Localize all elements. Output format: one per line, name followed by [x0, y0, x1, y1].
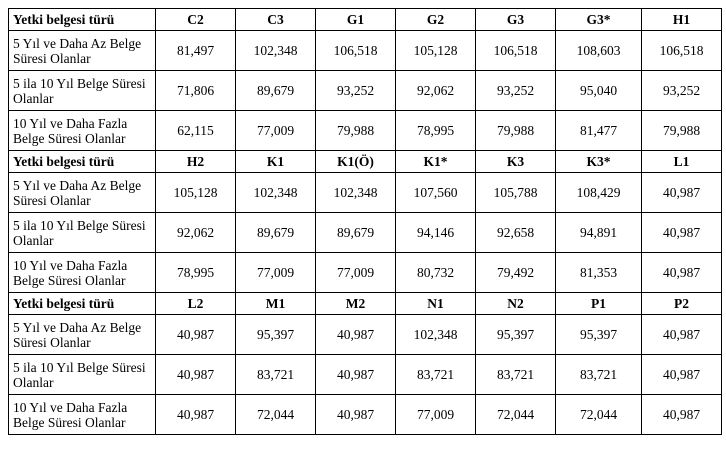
- fee-value-cell: 83,721: [556, 355, 642, 395]
- column-header: C2: [156, 9, 236, 31]
- fee-value-cell: 108,429: [556, 173, 642, 213]
- fee-value-cell: 72,044: [556, 395, 642, 435]
- fee-value-cell: 83,721: [476, 355, 556, 395]
- header-label: Yetki belgesi türü: [9, 293, 156, 315]
- fee-value-cell: 105,788: [476, 173, 556, 213]
- row-label: 10 Yıl ve Daha Fazla Belge Süresi Olanlar: [9, 253, 156, 293]
- fee-value-cell: 40,987: [156, 315, 236, 355]
- table-row: [9, 395, 722, 435]
- fee-value-cell: 83,721: [236, 355, 316, 395]
- row-label: 5 Yıl ve Daha Az Belge Süresi Olanlar: [9, 31, 156, 71]
- header-label: Yetki belgesi türü: [9, 9, 156, 31]
- table-row: [9, 355, 722, 395]
- fee-value-cell: 81,353: [556, 253, 642, 293]
- fee-value-cell: 93,252: [476, 71, 556, 111]
- fee-value-cell: 94,146: [396, 213, 476, 253]
- column-header: G2: [396, 9, 476, 31]
- fee-value-cell: 106,518: [642, 31, 722, 71]
- fee-value-cell: 95,397: [556, 315, 642, 355]
- fee-value-cell: 40,987: [316, 355, 396, 395]
- table-row: [9, 213, 722, 253]
- fee-value-cell: 40,987: [642, 355, 722, 395]
- fee-value-cell: 40,987: [642, 315, 722, 355]
- column-header: P2: [642, 293, 722, 315]
- column-header: K1: [236, 151, 316, 173]
- fee-value-cell: 62,115: [156, 111, 236, 151]
- fee-value-cell: 77,009: [396, 395, 476, 435]
- column-header: L1: [642, 151, 722, 173]
- fee-value-cell: 102,348: [236, 31, 316, 71]
- fee-value-cell: 89,679: [236, 213, 316, 253]
- column-header: G1: [316, 9, 396, 31]
- fee-value-cell: 89,679: [316, 213, 396, 253]
- column-header: N2: [476, 293, 556, 315]
- column-header: K1*: [396, 151, 476, 173]
- table-row: [9, 71, 722, 111]
- column-header: K1(Ö): [316, 151, 396, 173]
- fee-value-cell: 93,252: [642, 71, 722, 111]
- fee-value-cell: 94,891: [556, 213, 642, 253]
- column-header: G3: [476, 9, 556, 31]
- fee-value-cell: 40,987: [642, 253, 722, 293]
- header-label: Yetki belgesi türü: [9, 151, 156, 173]
- header-row: [9, 9, 722, 31]
- header-row: [9, 151, 722, 173]
- column-header: H2: [156, 151, 236, 173]
- fee-value-cell: 105,128: [156, 173, 236, 213]
- fee-value-cell: 77,009: [316, 253, 396, 293]
- fee-value-cell: 107,560: [396, 173, 476, 213]
- column-header: M2: [316, 293, 396, 315]
- fee-value-cell: 95,040: [556, 71, 642, 111]
- fee-value-cell: 71,806: [156, 71, 236, 111]
- fee-value-cell: 78,995: [396, 111, 476, 151]
- fee-value-cell: 40,987: [156, 355, 236, 395]
- fee-value-cell: 106,518: [476, 31, 556, 71]
- fee-value-cell: 79,988: [642, 111, 722, 151]
- fee-value-cell: 40,987: [642, 213, 722, 253]
- table-row: [9, 315, 722, 355]
- fee-value-cell: 92,062: [156, 213, 236, 253]
- fee-value-cell: 83,721: [396, 355, 476, 395]
- fee-value-cell: 81,477: [556, 111, 642, 151]
- fee-value-cell: 79,988: [476, 111, 556, 151]
- fee-value-cell: 80,732: [396, 253, 476, 293]
- fee-value-cell: 95,397: [236, 315, 316, 355]
- fee-value-cell: 72,044: [236, 395, 316, 435]
- column-header: C3: [236, 9, 316, 31]
- column-header: H1: [642, 9, 722, 31]
- fee-value-cell: 40,987: [642, 173, 722, 213]
- fee-value-cell: 108,603: [556, 31, 642, 71]
- column-header: M1: [236, 293, 316, 315]
- fee-value-cell: 78,995: [156, 253, 236, 293]
- column-header: K3: [476, 151, 556, 173]
- fee-table: [8, 8, 722, 435]
- row-label: 5 Yıl ve Daha Az Belge Süresi Olanlar: [9, 315, 156, 355]
- fee-value-cell: 40,987: [316, 315, 396, 355]
- table-row: [9, 111, 722, 151]
- fee-value-cell: 81,497: [156, 31, 236, 71]
- fee-value-cell: 102,348: [316, 173, 396, 213]
- fee-value-cell: 102,348: [396, 315, 476, 355]
- fee-value-cell: 79,492: [476, 253, 556, 293]
- fee-value-cell: 92,062: [396, 71, 476, 111]
- row-label: 5 Yıl ve Daha Az Belge Süresi Olanlar: [9, 173, 156, 213]
- row-label: 5 ila 10 Yıl Belge Süresi Olanlar: [9, 213, 156, 253]
- fee-value-cell: 89,679: [236, 71, 316, 111]
- row-label: 5 ila 10 Yıl Belge Süresi Olanlar: [9, 71, 156, 111]
- fee-value-cell: 92,658: [476, 213, 556, 253]
- fee-value-cell: 40,987: [156, 395, 236, 435]
- fee-value-cell: 77,009: [236, 253, 316, 293]
- table-row: [9, 253, 722, 293]
- row-label: 10 Yıl ve Daha Fazla Belge Süresi Olanlar: [9, 395, 156, 435]
- fee-value-cell: 95,397: [476, 315, 556, 355]
- header-row: [9, 293, 722, 315]
- row-label: 5 ila 10 Yıl Belge Süresi Olanlar: [9, 355, 156, 395]
- table-row: [9, 31, 722, 71]
- column-header: N1: [396, 293, 476, 315]
- row-label: 10 Yıl ve Daha Fazla Belge Süresi Olanlar: [9, 111, 156, 151]
- fee-value-cell: 40,987: [316, 395, 396, 435]
- fee-value-cell: 105,128: [396, 31, 476, 71]
- fee-value-cell: 72,044: [476, 395, 556, 435]
- column-header: L2: [156, 293, 236, 315]
- fee-value-cell: 77,009: [236, 111, 316, 151]
- fee-value-cell: 40,987: [642, 395, 722, 435]
- fee-value-cell: 102,348: [236, 173, 316, 213]
- fee-value-cell: 106,518: [316, 31, 396, 71]
- fee-table-body: [9, 9, 722, 435]
- fee-value-cell: 79,988: [316, 111, 396, 151]
- column-header: P1: [556, 293, 642, 315]
- column-header: K3*: [556, 151, 642, 173]
- table-row: [9, 173, 722, 213]
- column-header: G3*: [556, 9, 642, 31]
- fee-value-cell: 93,252: [316, 71, 396, 111]
